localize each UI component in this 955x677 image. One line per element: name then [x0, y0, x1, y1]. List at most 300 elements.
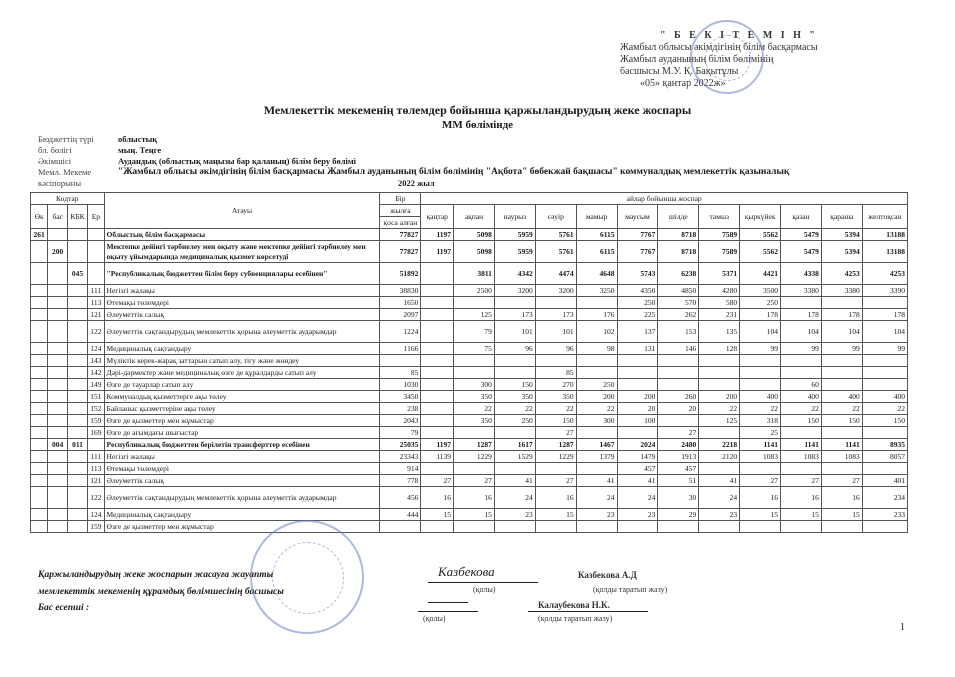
month-cell: 4474 [535, 263, 576, 285]
month-cell [454, 521, 495, 533]
month-cell [617, 367, 658, 379]
month-cell [740, 367, 781, 379]
code-cell [31, 509, 48, 521]
header-month: сәуір [535, 205, 576, 229]
month-cell: 22 [821, 403, 862, 415]
code-cell [31, 475, 48, 487]
month-cell: 4421 [740, 263, 781, 285]
month-cell: 4850 [658, 285, 699, 297]
month-cell: 16 [421, 487, 454, 509]
month-cell [699, 427, 740, 439]
name-cell: Байланыс қызметтеріне ақы төлеу [104, 403, 380, 415]
month-cell [421, 343, 454, 355]
responsible-name-caption: (қолды таратып жазу) [593, 585, 668, 594]
code-cell [67, 285, 87, 297]
total-cell: 456 [380, 487, 421, 509]
table-row [31, 241, 908, 263]
name-cell: "Республикалық бюджеттен білім беру субвенциялары есебінен" [104, 263, 380, 285]
month-cell [740, 379, 781, 391]
approval-line-2: Жамбыл ауданының білім бөлімінің [620, 54, 774, 65]
month-cell: 79 [454, 321, 495, 343]
name-cell: Өтемақы төлемдері [104, 297, 380, 309]
name-cell: Медициналық сақтандыру [104, 509, 380, 521]
meta-value: мың. Теңге [118, 145, 162, 155]
code-cell [48, 309, 67, 321]
month-cell: 85 [535, 367, 576, 379]
table-row [31, 297, 908, 309]
code-cell [48, 475, 67, 487]
signature-block [38, 564, 918, 630]
header-month: мамыр [576, 205, 617, 229]
month-cell [494, 355, 535, 367]
month-cell: 13188 [862, 241, 907, 263]
code-cell [31, 241, 48, 263]
accountant-name-caption: (қолды таратып жазу) [538, 614, 613, 623]
code-cell [67, 297, 87, 309]
code-cell: 111 [88, 451, 104, 463]
code-cell [67, 415, 87, 427]
total-cell: 23343 [380, 451, 421, 463]
code-cell [67, 343, 87, 355]
month-cell: 99 [821, 343, 862, 355]
month-cell: 400 [821, 391, 862, 403]
month-cell [781, 355, 822, 367]
month-cell: 1141 [821, 439, 862, 451]
total-cell: 914 [380, 463, 421, 475]
code-cell: 159 [88, 521, 104, 533]
name-cell: Негізгі жалақы [104, 285, 380, 297]
month-cell [699, 463, 740, 475]
name-cell: Республикалық бюджеттен берілетін трансферттер есебінен [104, 439, 380, 451]
accountant-name-line [528, 611, 648, 612]
header-total-3: қоса алған [380, 217, 421, 229]
month-cell: 1529 [494, 451, 535, 463]
month-cell: 22 [862, 403, 907, 415]
month-cell: 400 [862, 391, 907, 403]
month-cell [658, 415, 699, 427]
month-cell: 173 [535, 309, 576, 321]
month-cell: 15 [781, 509, 822, 521]
total-cell: 79 [380, 427, 421, 439]
month-cell [658, 379, 699, 391]
code-cell [67, 403, 87, 415]
month-cell: 135 [699, 321, 740, 343]
month-cell: 22 [740, 403, 781, 415]
header-total: Бір [380, 193, 421, 205]
table-row [31, 509, 908, 521]
month-cell [781, 297, 822, 309]
code-cell: 169 [88, 427, 104, 439]
header-code-c4: Ер [88, 205, 104, 229]
table-row [31, 355, 908, 367]
month-cell [781, 367, 822, 379]
month-cell: 4350 [617, 285, 658, 297]
month-cell: 7589 [699, 229, 740, 241]
code-cell [31, 427, 48, 439]
month-cell: 27 [781, 475, 822, 487]
total-cell: 38830 [380, 285, 421, 297]
code-cell [48, 379, 67, 391]
code-cell [31, 521, 48, 533]
meta-key: кәсіпорыны [38, 178, 82, 188]
month-cell: 150 [862, 415, 907, 427]
month-cell: 30 [658, 487, 699, 509]
month-cell [617, 427, 658, 439]
month-cell [421, 263, 454, 285]
meta-key: Мемл. Мекеме [38, 167, 92, 177]
approval-heading: " Б Е К І Т Е М І Н " [660, 30, 818, 41]
month-cell: 350 [454, 415, 495, 427]
plan-table [30, 192, 908, 533]
month-cell: 178 [781, 309, 822, 321]
code-cell [48, 297, 67, 309]
code-cell: 011 [67, 439, 87, 451]
month-cell: 101 [535, 321, 576, 343]
code-cell [48, 343, 67, 355]
month-cell: 7767 [617, 241, 658, 263]
table-row [31, 439, 908, 451]
month-cell [421, 379, 454, 391]
code-cell: 124 [88, 343, 104, 355]
month-cell: 3250 [576, 285, 617, 297]
signature-3-caption: (қолы) [423, 614, 446, 623]
month-cell: 1229 [535, 451, 576, 463]
table-row [31, 343, 908, 355]
month-cell: 15 [535, 509, 576, 521]
month-cell: 60 [781, 379, 822, 391]
month-cell [535, 521, 576, 533]
month-cell: 1197 [421, 229, 454, 241]
month-cell: 2120 [699, 451, 740, 463]
total-cell: 2097 [380, 309, 421, 321]
month-cell [699, 379, 740, 391]
month-cell: 27 [535, 427, 576, 439]
code-cell [67, 427, 87, 439]
month-cell: 22 [454, 403, 495, 415]
month-cell: 104 [862, 321, 907, 343]
month-cell: 125 [699, 415, 740, 427]
month-cell: 5761 [535, 241, 576, 263]
total-cell: 85 [380, 367, 421, 379]
month-cell: 457 [617, 463, 658, 475]
code-cell: 121 [88, 475, 104, 487]
total-cell: 25035 [380, 439, 421, 451]
month-cell: 250 [576, 379, 617, 391]
month-cell: 25 [740, 427, 781, 439]
month-cell: 3390 [862, 285, 907, 297]
code-cell [31, 263, 48, 285]
month-cell [862, 521, 907, 533]
month-cell: 1287 [454, 439, 495, 451]
month-cell [421, 415, 454, 427]
month-cell: 150 [821, 415, 862, 427]
name-cell: Коммуналдық қызметтерге ақы төлеу [104, 391, 380, 403]
month-cell: 23 [617, 509, 658, 521]
month-cell [421, 391, 454, 403]
month-cell [576, 427, 617, 439]
month-cell: 2024 [617, 439, 658, 451]
month-cell [576, 463, 617, 475]
month-cell: 200 [617, 391, 658, 403]
approval-line-4: «05» қантар 2022ж» [640, 78, 726, 89]
code-cell [31, 391, 48, 403]
header-months: айлар бойынша жоспар [421, 193, 908, 205]
month-cell: 1229 [454, 451, 495, 463]
month-cell: 27 [535, 475, 576, 487]
code-cell [48, 229, 67, 241]
code-cell [48, 521, 67, 533]
month-cell [454, 367, 495, 379]
code-cell: 004 [48, 439, 67, 451]
month-cell [821, 379, 862, 391]
month-cell: 1379 [576, 451, 617, 463]
month-cell: 225 [617, 309, 658, 321]
month-cell: 27 [658, 427, 699, 439]
signature-1-handwriting: Казбекова [438, 564, 495, 579]
code-cell [31, 463, 48, 475]
signature-1-caption: (қолы) [473, 585, 496, 594]
month-cell: 400 [740, 391, 781, 403]
month-cell [454, 463, 495, 475]
code-cell [67, 487, 87, 509]
month-cell: 1479 [617, 451, 658, 463]
name-cell: Әлеуметтік салық [104, 309, 380, 321]
code-cell [48, 367, 67, 379]
code-cell [67, 475, 87, 487]
month-cell [740, 355, 781, 367]
accountant-name: Калаубекова Н.К. [538, 600, 610, 610]
month-cell: 5394 [821, 241, 862, 263]
name-cell: Негізгі жалақы [104, 451, 380, 463]
month-cell: 5479 [781, 229, 822, 241]
month-cell: 400 [781, 391, 822, 403]
month-cell [421, 285, 454, 297]
month-cell [658, 355, 699, 367]
month-cell [781, 463, 822, 475]
month-cell: 5959 [494, 229, 535, 241]
header-month: қараша [821, 205, 862, 229]
code-cell: 142 [88, 367, 104, 379]
code-cell [88, 439, 104, 451]
month-cell [821, 297, 862, 309]
code-cell [67, 463, 87, 475]
month-cell: 24 [699, 487, 740, 509]
total-cell: 1224 [380, 321, 421, 343]
month-cell: 1197 [421, 439, 454, 451]
name-cell: Әлеуметтік сақтандырудың мемлекеттік қорына әлеуметтік аударымдар [104, 321, 380, 343]
total-cell: 1166 [380, 343, 421, 355]
month-cell: 4648 [576, 263, 617, 285]
table-row [31, 379, 908, 391]
code-cell: 111 [88, 285, 104, 297]
month-cell: 580 [699, 297, 740, 309]
code-cell [48, 415, 67, 427]
month-cell: 100 [617, 415, 658, 427]
month-cell: 173 [494, 309, 535, 321]
month-cell: 22 [781, 403, 822, 415]
month-cell: 16 [821, 487, 862, 509]
code-cell [67, 229, 87, 241]
month-cell: 1141 [740, 439, 781, 451]
code-cell [31, 367, 48, 379]
month-cell: 99 [740, 343, 781, 355]
table-row [31, 521, 908, 533]
month-cell: 8718 [658, 241, 699, 263]
table-row [31, 463, 908, 475]
code-cell [48, 355, 67, 367]
code-cell [31, 297, 48, 309]
month-cell: 1467 [576, 439, 617, 451]
meta-row [38, 156, 918, 167]
code-cell [31, 487, 48, 509]
month-cell: 1617 [494, 439, 535, 451]
month-cell: 178 [740, 309, 781, 321]
month-cell [535, 297, 576, 309]
table-row [31, 475, 908, 487]
total-cell: 77827 [380, 229, 421, 241]
code-cell: 122 [88, 487, 104, 509]
code-cell [31, 321, 48, 343]
meta-value: "Жамбыл облысы әкімдігінің білім басқармасы Жамбыл ауданының білім бөлімінің "Ақбота" бөбекжай бақшасы" коммуналдық мемлекеттік қазыналық [118, 167, 790, 177]
month-cell: 27 [821, 475, 862, 487]
code-cell [67, 309, 87, 321]
meta-key: Әкімшісі [38, 156, 72, 166]
month-cell: 29 [658, 509, 699, 521]
page-number: 1 [900, 622, 905, 633]
month-cell: 24 [494, 487, 535, 509]
code-cell: 121 [88, 309, 104, 321]
name-cell: Өзге де қызметтер мен жұмыстар [104, 521, 380, 533]
month-cell: 23 [576, 509, 617, 521]
code-cell [67, 391, 87, 403]
month-cell: 98 [576, 343, 617, 355]
month-cell: 3500 [740, 285, 781, 297]
table-row [31, 263, 908, 285]
month-cell [740, 463, 781, 475]
month-cell [494, 427, 535, 439]
month-cell: 5098 [454, 229, 495, 241]
total-cell: 238 [380, 403, 421, 415]
month-cell: 128 [699, 343, 740, 355]
table-row [31, 403, 908, 415]
code-cell [48, 463, 67, 475]
month-cell: 1287 [535, 439, 576, 451]
month-cell: 262 [658, 309, 699, 321]
month-cell: 27 [740, 475, 781, 487]
month-cell [862, 379, 907, 391]
table-row [31, 391, 908, 403]
header-row-1 [31, 193, 908, 205]
month-cell [421, 321, 454, 343]
meta-value: облыстық [118, 134, 158, 144]
page-subtitle: ММ бөлімінде [441, 119, 514, 131]
responsible-name: Казбекова А.Д [578, 570, 637, 580]
month-cell [862, 367, 907, 379]
meta-key: Бюджеттің түрі [38, 134, 94, 144]
table-row [31, 321, 908, 343]
code-cell [31, 285, 48, 297]
month-cell: 176 [576, 309, 617, 321]
code-cell: 152 [88, 403, 104, 415]
month-cell: 153 [658, 321, 699, 343]
month-cell: 178 [821, 309, 862, 321]
month-cell: 3811 [454, 263, 495, 285]
name-cell: Өзге де ағымдағы шығыстар [104, 427, 380, 439]
month-cell: 150 [781, 415, 822, 427]
month-cell: 1083 [821, 451, 862, 463]
month-cell: 131 [617, 343, 658, 355]
signature-line-2 [428, 602, 468, 603]
code-cell [67, 241, 87, 263]
total-cell [380, 355, 421, 367]
table-row [31, 229, 908, 241]
code-cell: 159 [88, 415, 104, 427]
month-cell [781, 427, 822, 439]
total-cell: 2043 [380, 415, 421, 427]
header-month: наурыз [494, 205, 535, 229]
month-cell: 1083 [781, 451, 822, 463]
meta-row [38, 178, 918, 189]
table-row [31, 309, 908, 321]
month-cell: 5394 [821, 229, 862, 241]
month-cell: 15 [421, 509, 454, 521]
month-cell: 41 [699, 475, 740, 487]
code-cell [31, 343, 48, 355]
code-cell: 143 [88, 355, 104, 367]
code-cell: 124 [88, 509, 104, 521]
month-cell: 4280 [699, 285, 740, 297]
header-month: қаңтар [421, 205, 454, 229]
total-cell: 51892 [380, 263, 421, 285]
month-cell: 13188 [862, 229, 907, 241]
month-cell: 16 [454, 487, 495, 509]
header-month: қыркүйек [740, 205, 781, 229]
month-cell: 41 [576, 475, 617, 487]
month-cell [699, 355, 740, 367]
month-cell [862, 297, 907, 309]
month-cell: 96 [535, 343, 576, 355]
month-cell [576, 297, 617, 309]
month-cell [421, 297, 454, 309]
month-cell: 5562 [740, 229, 781, 241]
month-cell [494, 367, 535, 379]
month-cell [617, 379, 658, 391]
name-cell: Өзге де тауарлар сатып алу [104, 379, 380, 391]
month-cell [617, 355, 658, 367]
month-cell: 3200 [535, 285, 576, 297]
code-cell [67, 451, 87, 463]
meta-value: Аудандық (облыстық маңызы бар қаланың) білім беру бөлімі [118, 156, 356, 166]
month-cell: 23 [699, 509, 740, 521]
code-cell [67, 367, 87, 379]
code-cell [31, 415, 48, 427]
month-cell: 6238 [658, 263, 699, 285]
month-cell: 104 [821, 321, 862, 343]
header-month: қазан [781, 205, 822, 229]
month-cell: 200 [576, 391, 617, 403]
month-cell [421, 521, 454, 533]
name-cell: Облыстық білім басқармасы [104, 229, 380, 241]
month-cell [421, 463, 454, 475]
code-cell [67, 321, 87, 343]
month-cell [862, 427, 907, 439]
month-cell: 5098 [454, 241, 495, 263]
header-code-c2: бағ [48, 205, 67, 229]
month-cell: 150 [494, 379, 535, 391]
name-cell: Әлеуметтік сақтандырудың мемлекеттік қорына әлеуметтік аударымдар [104, 487, 380, 509]
month-cell: 250 [494, 415, 535, 427]
code-cell [31, 309, 48, 321]
